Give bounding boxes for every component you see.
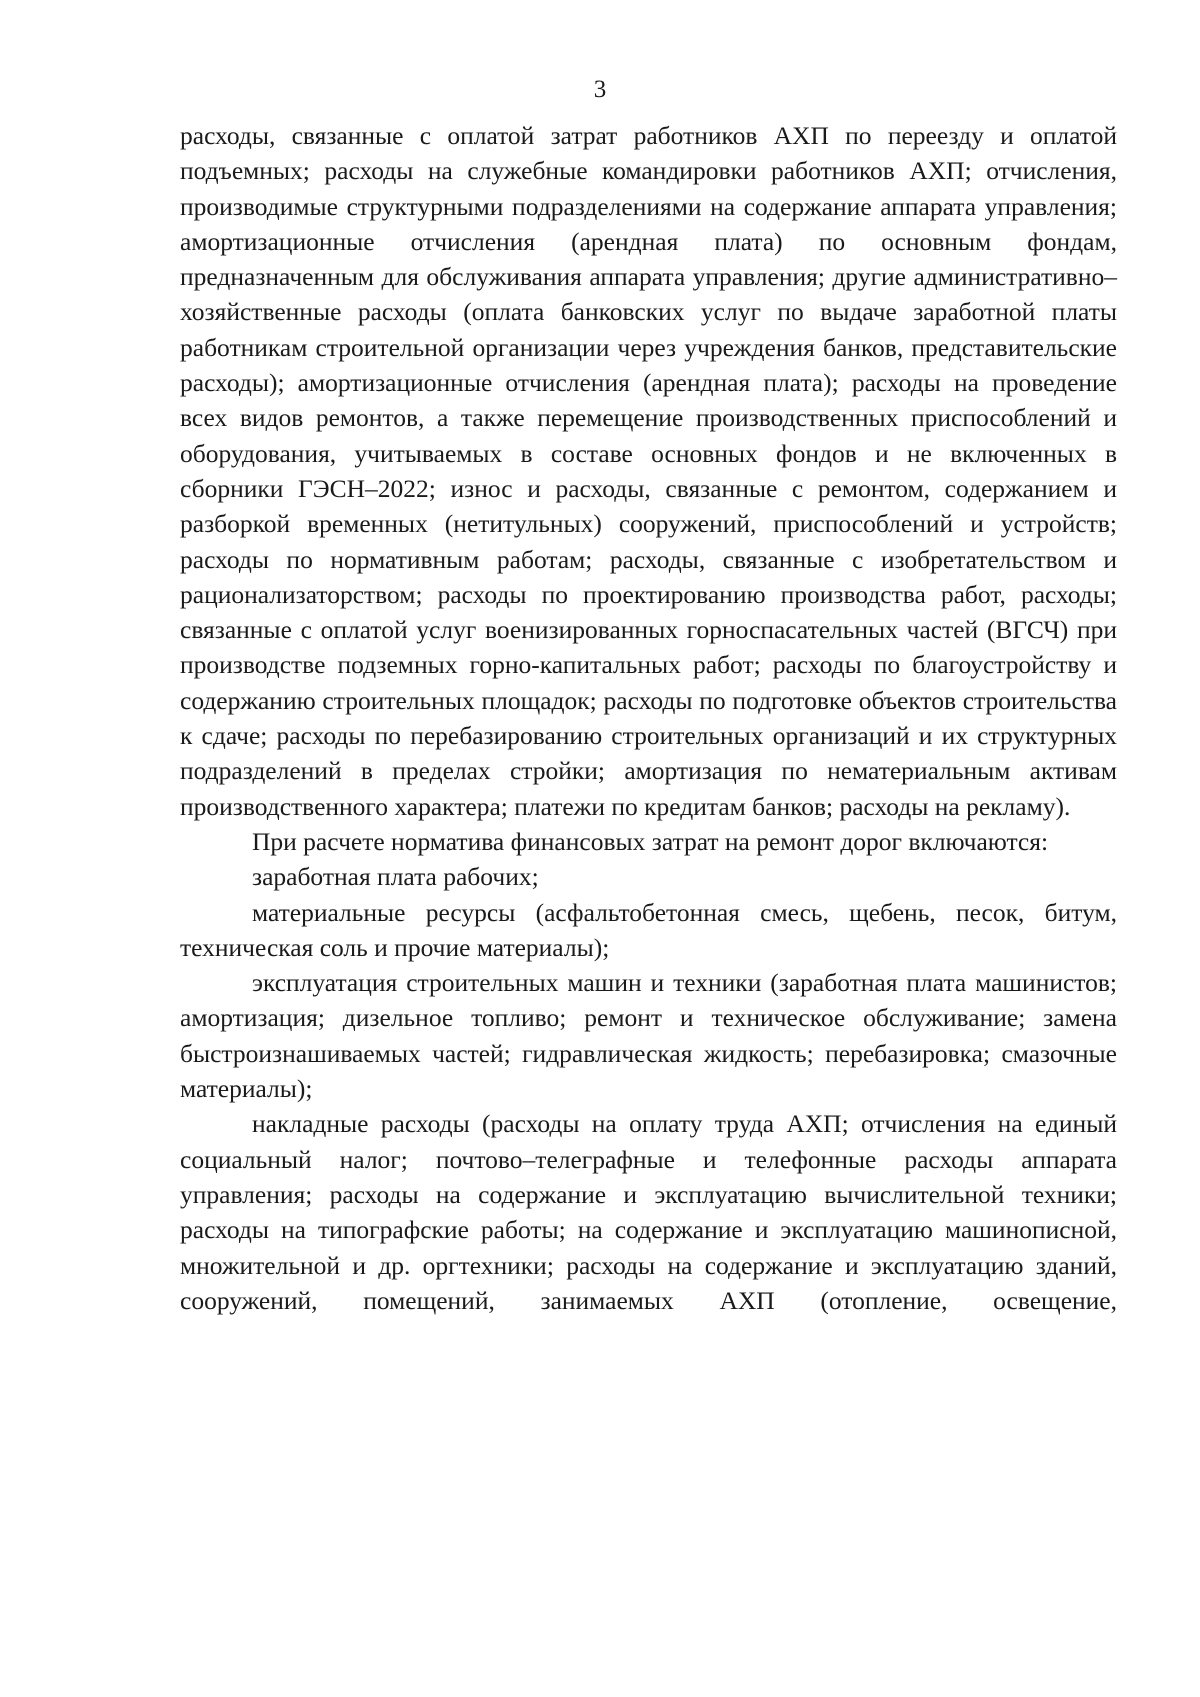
document-body — [180, 118, 1117, 1318]
list-item-overhead: накладные расходы (расходы на оплату труда АХП; отчисления на единый социальный налог; почтово–телеграфные и телефонные расходы аппарата управления; расходы на содержание и эксплуатацию вычислительной техники; расходы на типографские работы; на содержание и эксплуатацию машинописной, множительной и др. оргтехники; расходы на содержание и эксплуатацию зданий, сооружений, помещений, занимаемых АХП (отопление, освещение, — [180, 1109, 1117, 1315]
page-number: 3 — [593, 76, 607, 103]
list-item-wages: заработная плата рабочих; — [252, 862, 539, 892]
list-item-machinery: эксплуатация строительных машин и техники (заработная плата машинистов; амортизация; дизельное топливо; ремонт и техническое обслуживание; замена быстроизнашиваемых частей; гидравлическая жидкость; перебазировка; смазочные материалы); — [180, 968, 1117, 1104]
list-item-materials: материальные ресурсы (асфальтобетонная смесь, щебень, песок, битум, техническая соль и прочие материалы); — [180, 897, 1117, 962]
paragraph-road-repair-intro: При расчете норматива финансовых затрат на ремонт дорог включаются: — [252, 826, 1049, 856]
paragraph-overhead-costs-continued: расходы, связанные с оплатой затрат работников АХП по переезду и оплатой подъемных; расходы на служебные командировки работников АХП; отчисления, производимые структурными подразделениями на содержание аппарата управления; амортизационные отчисления (арендная плата) по основным фондам, предназначенным для обслуживания аппарата управления; другие административно–хозяйственные расходы (оплата банковских услуг по выдаче заработной платы работникам строительной организации через учреждения банков, представительские расходы); амортизационные отчисления (арендная плата); расходы на проведение всех видов ремонтов, а также перемещение производственных приспособлений и оборудования, учитываемых в составе основных фондов и не включенных в сборники ГЭСН–2022; износ и расходы, связанные с ремонтом, содержанием и разборкой временных (нетитульных) сооружений, приспособлений и устройств; расходы по нормативным работам; расходы, связанные с изобретательством и рационализаторством; расходы по проектированию производства работ, расходы; связанные с оплатой услуг военизированных горноспасательных частей (ВГСЧ) при производстве подземных горно-капитальных работ; расходы по благоустройству и содержанию строительных площадок; расходы по подготовке объектов строительства к сдаче; расходы по перебазированию строительных организаций и их структурных подразделений в пределах стройки; амортизация по нематериальным активам производственного характера; платежи по кредитам банков; расходы на рекламу). — [180, 121, 1117, 821]
